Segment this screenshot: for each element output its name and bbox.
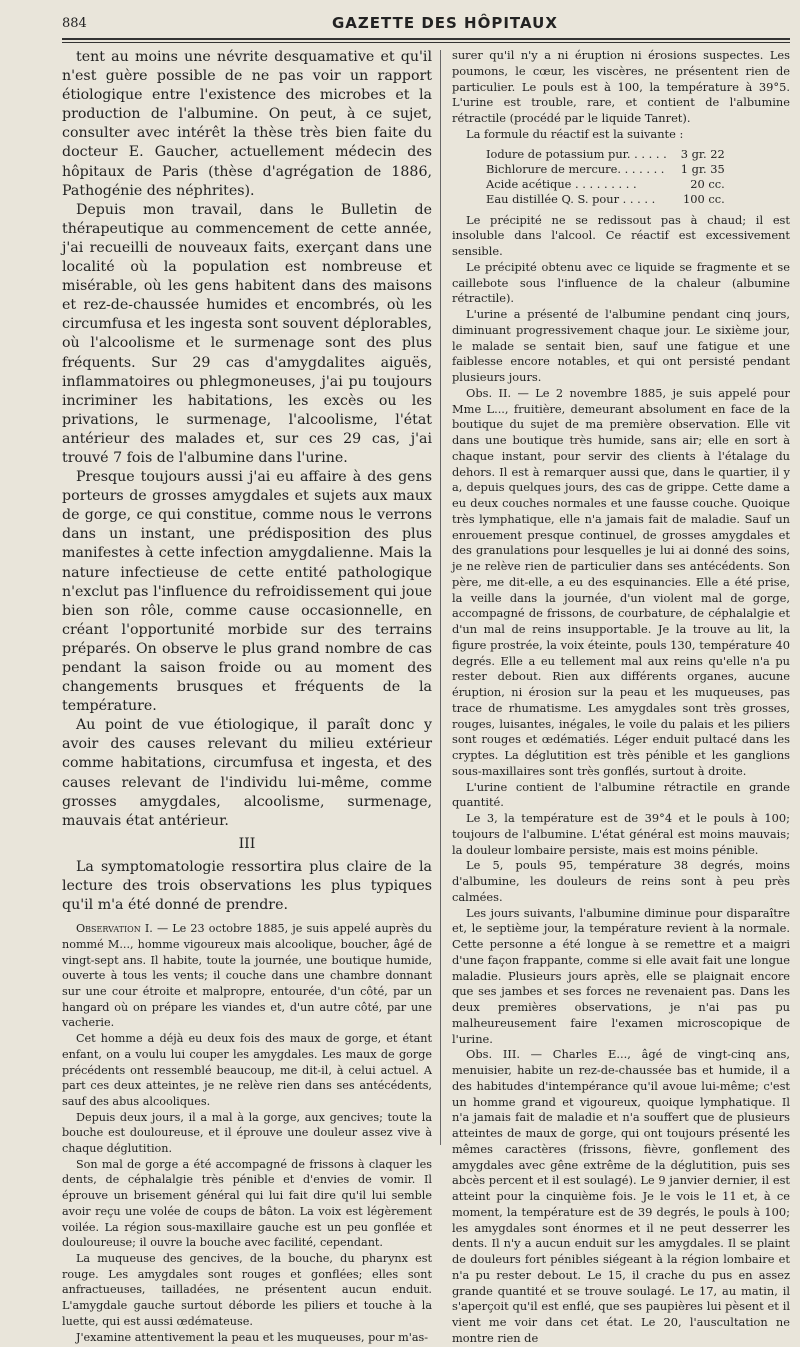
- formula-row: [482, 147, 729, 162]
- paragraph: J'examine attentivement la peau et les muqueuses, pour m'as-: [76, 1330, 429, 1344]
- formula-quantity: 3 gr. 22: [680, 146, 725, 161]
- right-column: [452, 48, 790, 1345]
- paragraph: L'urine a présenté de l'albumine pendant cinq jours, diminuant progressivement chaque jour. Le sixième jour, le malade se sentait bien, sauf une fatigue et une faiblesse encore notables, et qui ont persisté pendant plusieurs jours.: [452, 307, 790, 384]
- paragraph: surer qu'il n'y a ni éruption ni érosions suspectes. Les poumons, le cœur, les viscères, ne présentent rien de particulier. Le pouls est à 100, la température à 39°5. L'urine est trouble, rare, et contient de l'albumine rétractile (procédé par le liquide Tanret).: [452, 48, 790, 125]
- formula-quantity: 20 cc.: [690, 176, 725, 191]
- header-rule-thin: [62, 42, 790, 43]
- paragraph: Le précipité ne se redissout pas à chaud; il est insoluble dans l'alcool. Ce réactif est excessivement sensible.: [452, 212, 790, 258]
- paragraph: La muqueuse des gencives, de la bouche, du pharynx est rouge. Les amygdales sont rouges et gonflées; elles sont anfractueuses, tailladées, ne présentent aucun enduit. L'amygdale gauche surtout déborde les piliers et touche à la luette, qui est aussi œdémateuse.: [62, 1251, 432, 1328]
- paragraph: Son mal de gorge a été accompagné de frissons à claquer les dents, de céphalalgie très pénible et d'envies de vomir. Il éprouve un brisement général qui lui fait dire qu'il lui semble avoir reçu une volée de coups de bâton. La voix est légèrement voilée. La région sous-maxillaire gauche est un peu gonflée et douloureuse; il ouvre la bouche avec facilité, cependant.: [62, 1157, 432, 1250]
- paragraph: Le 3, la température est de 39°4 et le pouls à 100; toujours de l'albumine. L'état général est moins mauvais; la douleur lombaire persiste, mais est moins pénible.: [452, 811, 790, 857]
- formula-ingredient: Iodure de potassium pur. . . . . .: [486, 146, 667, 161]
- formula-ingredient: Eau distillée Q. S. pour . . . . .: [486, 191, 656, 206]
- observation-paragraph: [62, 921, 432, 1031]
- formula-intro: La formule du réactif est la suivante :: [466, 126, 684, 141]
- journal-title: GAZETTE DES HÔPITAUX: [332, 14, 558, 32]
- paragraph: Obs. II. — Le 2 novembre 1885, je suis appelé pour Mme L..., fruitière, demeurant absolument en face de la boutique du sujet de ma première observation. Elle vit dans une boutique très humide, sans air; elle en sort à chaque instant, pour servir des clients à l'étalage du dehors. Il est à remarquer aussi que, dans le quartier, il y a, depuis quelques jours, des cas de grippe. Cette dame a eu deux couches normales et une fausse couche. Quoique très lymphatique, elle n'a jamais fait de maladie. Sauf un enrouement presque continuel, de grosses amygdales et des granulations pour lesquelles je lui ai donné des soins, je ne relève rien de particulier dans ses antécédents. Son père, me dit-elle, a eu des esquinancies. Elle a été prise, la veille dans la journée, d'un violent mal de gorge, accompagné de frissons, de courbature, de céphalalgie et d'un mal de reins insupportable. Je la trouve au lit, la figure prostrée, la voix éteinte, pouls 130, température 40 degrés. Elle a eu tellement mal aux reins qu'elle n'a pu rester debout. Rien aux différents organes, aucune éruption, ni érosion sur la peau et les muqueuses, pas trace de rhumatisme. Les amygdales sont très grosses, rouges, luisantes, inégales, le voile du palais et les piliers sont rouges et œdématiés. Léger enduit pultacé dans les cryptes. La déglutition est très pénible et les ganglions sous-maxillaires sont très gonflés, surtout à droite.: [452, 385, 790, 778]
- paragraph: Le 5, pouls 95, température 38 degrés, moins d'albumine, les douleurs de reins sont à peu près calmées.: [452, 858, 790, 904]
- header-rule: [62, 38, 790, 40]
- paragraph: Au point de vue étiologique, il paraît donc y avoir des causes relevant du milieu extérieur comme habitations, circumfusa et ingesta, et des causes relevant de l'individu lui-même, comme grosses amygdales, alcoolisme, surmenage, mauvais état antérieur.: [62, 717, 432, 829]
- left-small-text: [62, 921, 432, 1345]
- paragraph: Depuis deux jours, il a mal à la gorge, aux gencives; toute la bouche est douloureuse, et il éprouve une douleur assez vive à chaque déglutition.: [62, 1110, 432, 1156]
- paragraph: Cet homme a déjà eu deux fois des maux de gorge, et étant enfant, on a voulu lui couper les amygdales. Les maux de gorge précédents ont ressemblé beaucoup, me dit-il, à celui actuel. A part ces deux atteintes, je ne relève rien dans ses antécédents, sauf des abus alcooliques.: [62, 1032, 432, 1108]
- column-divider: [440, 50, 441, 1145]
- paragraph: Les jours suivants, l'albumine diminue pour disparaître et, le septième jour, la température revient à la normale. Cette personne a été longue à se remettre et a maigri d'une façon frappante, comme si elle avait fait une longue maladie. Plusieurs jours après, elle se plaignait encore que ses jambes et ses forces ne revenaient pas. Dans les deux premières observations, je n'ai pas pu malheureusement faire l'examen microscopique de l'urine.: [452, 905, 790, 1046]
- formula-row: [482, 192, 729, 207]
- formula-table: [482, 147, 729, 207]
- paragraph: Le précipité obtenu avec ce liquide se fragmente et se caillebote sous l'influence de la chaleur (albumine rétractile).: [452, 259, 790, 306]
- observation-text: — Le 23 octobre 1885, je suis appelé auprès du nommé M..., homme vigoureux mais alcoolique, boucher, âgé de vingt-sept ans. Il habite, toute la journée, une boutique humide, ouverte à tous les vents; il couche dans une chambre donnant sur une cour étroite et malpropre, entourée, d'un côté, par un hangard où on prépare les viandes et, d'un autre côté, par une vacherie.: [62, 922, 432, 1030]
- paragraph: tent au moins une névrite desquamative et qu'il n'est guère possible de ne pas voir un rapport étiologique entre l'existence des microbes et la production de l'albumine. On peut, à ce sujet, consulter avec intérêt la thèse très bien faite du docteur E. Gaucher, actuellement médecin des hôpitaux de Paris (thèse d'agrégation de 1886, Pathogénie des néphrites).: [62, 49, 432, 199]
- observation-label: Observation I.: [76, 922, 153, 936]
- left-column: [62, 48, 432, 1344]
- formula-quantity: 100 cc.: [683, 191, 725, 206]
- left-large-text: [62, 48, 432, 915]
- paragraph: Obs. III. — Charles E..., âgé de vingt-cinq ans, menuisier, habite un rez-de-chaussée bas et humide, il a des habitudes d'intempérance qu'il avoue lui-même; c'est un homme grand et vigoureux, quoique lymphatique. Il n'a jamais fait de maladie et n'a souffert que de plusieurs atteintes de maux de gorge, qui ont toujours présenté les mêmes caractères (frissons, fièvre, gonflement des amygdales avec gêne extrême de la déglutition, puis ses abcès percent et il est soulagé). Le 9 janvier dernier, il est atteint pour la cinquième fois. Je le vois le 11 et, à ce moment, la température est de 39 degrés, le pouls à 100; les amygdales sont énormes et il ne peut desserrer les dents. Il n'y a aucun enduit sur les amygdales. Il se plaint de douleurs fort pénibles siégeant à la région lombaire et n'a pu rester debout. Le 15, il crache du pus en assez grande quantité et se trouve soulagé. Le 17, au matin, il s'aperçoit qu'il est enflé, que ses paupières lui pèsent et il vient me voir dans cet état. Le 20, l'auscultation ne montre rien de: [452, 1047, 790, 1345]
- page-number: 884: [62, 16, 87, 31]
- paragraph: La symptomatologie ressortira plus claire de la lecture des trois observations les plus typiques qu'il m'a été donné de prendre.: [62, 858, 432, 914]
- formula-row: [482, 162, 729, 177]
- section-number: III: [238, 835, 256, 852]
- formula-ingredient: Bichlorure de mercure. . . . . . .: [486, 161, 665, 176]
- paragraph: Depuis mon travail, dans le Bulletin de thérapeutique au commencement de cette année, j'ai recueilli de nouveaux faits, exerçant dans une localité où la population est nombreuse et misérable, où les gens habitent dans des maisons et rez-de-chaussée humides et encombrés, où les circumfusa et les ingesta sont souvent déplorables, où l'alcoolisme et le surmenage sont des plus fréquents. Sur 29 cas d'amygdalites aiguës, inflammatoires ou phlegmoneuses, j'ai pu toujours incriminer les habitations, les excès ou les privations, le surmenage, l'alcoolisme, l'état antérieur des malades et, sur ces 29 cas, j'ai trouvé 7 fois de l'albumine dans l'urine.: [62, 201, 432, 466]
- paragraph: L'urine contient de l'albumine rétractile en grande quantité.: [452, 779, 790, 810]
- formula-quantity: 1 gr. 35: [680, 161, 725, 176]
- paragraph: Presque toujours aussi j'ai eu affaire à des gens porteurs de grosses amygdales et sujets aux maux de gorge, ce qui constitue, comme nous le verrons dans un instant, une prédisposition des plus manifestes à cette infection amygdalienne. Mais la nature infectieuse de cette entité pathologique n'exclut pas l'influence du refroidissement qui joue bien son rôle, comme cause occasionnelle, en créant l'opportunité morbide sur des terrains préparés. On observe le plus grand nombre de cas pendant la saison froide ou au moment des changements brusques et fréquents de la température.: [62, 469, 432, 715]
- page-header: [62, 14, 792, 36]
- formula-row: [482, 177, 729, 192]
- formula-ingredient: Acide acétique . . . . . . . . .: [486, 176, 637, 191]
